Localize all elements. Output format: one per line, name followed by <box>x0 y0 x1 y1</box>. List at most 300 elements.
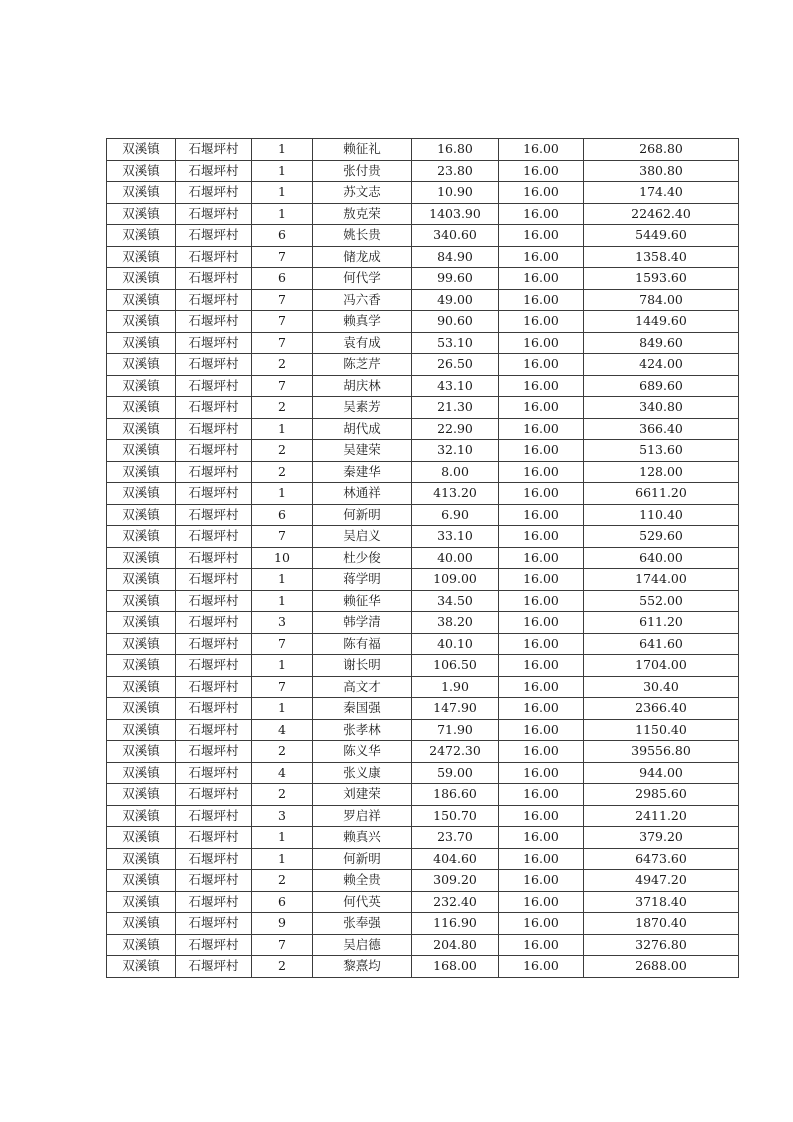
cell-group-number: 1 <box>252 160 313 182</box>
table-row <box>107 827 739 849</box>
cell-group-number: 6 <box>252 504 313 526</box>
cell-quantity: 204.80 <box>412 934 499 956</box>
cell-quantity: 106.50 <box>412 655 499 677</box>
table-row <box>107 526 739 548</box>
cell-village: 石堰坪村 <box>176 913 252 935</box>
cell-village: 石堰坪村 <box>176 311 252 333</box>
cell-person-name: 姚长贵 <box>313 225 412 247</box>
cell-quantity: 23.70 <box>412 827 499 849</box>
cell-rate: 16.00 <box>499 698 584 720</box>
cell-total: 2411.20 <box>584 805 739 827</box>
table-row <box>107 311 739 333</box>
cell-rate: 16.00 <box>499 268 584 290</box>
cell-rate: 16.00 <box>499 182 584 204</box>
cell-quantity: 40.00 <box>412 547 499 569</box>
cell-quantity: 43.10 <box>412 375 499 397</box>
cell-total: 944.00 <box>584 762 739 784</box>
cell-town: 双溪镇 <box>107 139 176 161</box>
cell-total: 1870.40 <box>584 913 739 935</box>
table-row <box>107 569 739 591</box>
cell-person-name: 张奉强 <box>313 913 412 935</box>
cell-rate: 16.00 <box>499 547 584 569</box>
cell-rate: 16.00 <box>499 203 584 225</box>
cell-village: 石堰坪村 <box>176 268 252 290</box>
table-row <box>107 354 739 376</box>
cell-quantity: 2472.30 <box>412 741 499 763</box>
cell-rate: 16.00 <box>499 139 584 161</box>
cell-quantity: 168.00 <box>412 956 499 978</box>
cell-total: 1704.00 <box>584 655 739 677</box>
cell-rate: 16.00 <box>499 719 584 741</box>
cell-town: 双溪镇 <box>107 719 176 741</box>
cell-quantity: 40.10 <box>412 633 499 655</box>
cell-quantity: 16.80 <box>412 139 499 161</box>
table-row <box>107 676 739 698</box>
table-row <box>107 182 739 204</box>
table-row <box>107 870 739 892</box>
cell-total: 39556.80 <box>584 741 739 763</box>
cell-person-name: 何新明 <box>313 504 412 526</box>
cell-total: 380.80 <box>584 160 739 182</box>
cell-quantity: 32.10 <box>412 440 499 462</box>
cell-quantity: 90.60 <box>412 311 499 333</box>
cell-quantity: 116.90 <box>412 913 499 935</box>
table-row <box>107 160 739 182</box>
cell-person-name: 张孝林 <box>313 719 412 741</box>
cell-rate: 16.00 <box>499 461 584 483</box>
cell-person-name: 杜少俊 <box>313 547 412 569</box>
cell-group-number: 7 <box>252 311 313 333</box>
cell-total: 513.60 <box>584 440 739 462</box>
cell-town: 双溪镇 <box>107 827 176 849</box>
cell-rate: 16.00 <box>499 913 584 935</box>
cell-quantity: 1403.90 <box>412 203 499 225</box>
cell-quantity: 8.00 <box>412 461 499 483</box>
cell-rate: 16.00 <box>499 612 584 634</box>
cell-group-number: 2 <box>252 440 313 462</box>
cell-quantity: 71.90 <box>412 719 499 741</box>
cell-village: 石堰坪村 <box>176 418 252 440</box>
cell-person-name: 罗启祥 <box>313 805 412 827</box>
table-row <box>107 784 739 806</box>
table-row <box>107 139 739 161</box>
cell-quantity: 26.50 <box>412 354 499 376</box>
cell-town: 双溪镇 <box>107 676 176 698</box>
cell-person-name: 陈义华 <box>313 741 412 763</box>
cell-village: 石堰坪村 <box>176 698 252 720</box>
cell-town: 双溪镇 <box>107 246 176 268</box>
cell-quantity: 340.60 <box>412 225 499 247</box>
cell-town: 双溪镇 <box>107 418 176 440</box>
cell-total: 2366.40 <box>584 698 739 720</box>
cell-person-name: 蒋学明 <box>313 569 412 591</box>
cell-group-number: 7 <box>252 289 313 311</box>
cell-group-number: 1 <box>252 827 313 849</box>
cell-village: 石堰坪村 <box>176 203 252 225</box>
cell-person-name: 秦建华 <box>313 461 412 483</box>
cell-group-number: 2 <box>252 397 313 419</box>
cell-village: 石堰坪村 <box>176 612 252 634</box>
cell-rate: 16.00 <box>499 483 584 505</box>
cell-town: 双溪镇 <box>107 762 176 784</box>
cell-person-name: 吴建荣 <box>313 440 412 462</box>
cell-person-name: 苏文志 <box>313 182 412 204</box>
cell-town: 双溪镇 <box>107 805 176 827</box>
cell-town: 双溪镇 <box>107 354 176 376</box>
table-body <box>107 139 739 978</box>
cell-total: 4947.20 <box>584 870 739 892</box>
cell-rate: 16.00 <box>499 870 584 892</box>
table-row <box>107 483 739 505</box>
cell-rate: 16.00 <box>499 440 584 462</box>
cell-total: 552.00 <box>584 590 739 612</box>
cell-group-number: 1 <box>252 418 313 440</box>
cell-quantity: 49.00 <box>412 289 499 311</box>
cell-total: 6473.60 <box>584 848 739 870</box>
cell-person-name: 冯六香 <box>313 289 412 311</box>
cell-quantity: 413.20 <box>412 483 499 505</box>
cell-group-number: 2 <box>252 354 313 376</box>
cell-village: 石堰坪村 <box>176 891 252 913</box>
cell-town: 双溪镇 <box>107 956 176 978</box>
cell-rate: 16.00 <box>499 311 584 333</box>
cell-total: 641.60 <box>584 633 739 655</box>
cell-village: 石堰坪村 <box>176 569 252 591</box>
cell-total: 6611.20 <box>584 483 739 505</box>
table-row <box>107 397 739 419</box>
cell-quantity: 22.90 <box>412 418 499 440</box>
cell-rate: 16.00 <box>499 805 584 827</box>
cell-village: 石堰坪村 <box>176 633 252 655</box>
cell-group-number: 3 <box>252 805 313 827</box>
cell-person-name: 陈芝芹 <box>313 354 412 376</box>
table-row <box>107 762 739 784</box>
cell-total: 1150.40 <box>584 719 739 741</box>
cell-village: 石堰坪村 <box>176 741 252 763</box>
cell-group-number: 1 <box>252 569 313 591</box>
cell-person-name: 韩学清 <box>313 612 412 634</box>
cell-total: 1449.60 <box>584 311 739 333</box>
cell-total: 529.60 <box>584 526 739 548</box>
cell-town: 双溪镇 <box>107 612 176 634</box>
cell-person-name: 何新明 <box>313 848 412 870</box>
cell-group-number: 2 <box>252 870 313 892</box>
cell-person-name: 胡代成 <box>313 418 412 440</box>
cell-quantity: 309.20 <box>412 870 499 892</box>
cell-group-number: 6 <box>252 225 313 247</box>
cell-village: 石堰坪村 <box>176 225 252 247</box>
table-row <box>107 590 739 612</box>
cell-town: 双溪镇 <box>107 698 176 720</box>
cell-town: 双溪镇 <box>107 483 176 505</box>
cell-group-number: 7 <box>252 332 313 354</box>
cell-total: 110.40 <box>584 504 739 526</box>
cell-group-number: 7 <box>252 676 313 698</box>
table-row <box>107 655 739 677</box>
cell-town: 双溪镇 <box>107 784 176 806</box>
cell-village: 石堰坪村 <box>176 397 252 419</box>
cell-rate: 16.00 <box>499 504 584 526</box>
cell-quantity: 10.90 <box>412 182 499 204</box>
cell-village: 石堰坪村 <box>176 934 252 956</box>
cell-village: 石堰坪村 <box>176 762 252 784</box>
cell-quantity: 404.60 <box>412 848 499 870</box>
cell-town: 双溪镇 <box>107 655 176 677</box>
cell-rate: 16.00 <box>499 762 584 784</box>
table-row <box>107 633 739 655</box>
cell-village: 石堰坪村 <box>176 547 252 569</box>
cell-group-number: 1 <box>252 655 313 677</box>
cell-quantity: 6.90 <box>412 504 499 526</box>
cell-town: 双溪镇 <box>107 633 176 655</box>
cell-person-name: 黎熹均 <box>313 956 412 978</box>
cell-quantity: 186.60 <box>412 784 499 806</box>
cell-group-number: 1 <box>252 182 313 204</box>
cell-village: 石堰坪村 <box>176 870 252 892</box>
cell-person-name: 袁有成 <box>313 332 412 354</box>
cell-group-number: 7 <box>252 633 313 655</box>
cell-quantity: 23.80 <box>412 160 499 182</box>
cell-group-number: 2 <box>252 461 313 483</box>
cell-person-name: 何代英 <box>313 891 412 913</box>
cell-village: 石堰坪村 <box>176 784 252 806</box>
cell-village: 石堰坪村 <box>176 827 252 849</box>
cell-total: 1744.00 <box>584 569 739 591</box>
cell-person-name: 张付贵 <box>313 160 412 182</box>
cell-total: 1358.40 <box>584 246 739 268</box>
table-row <box>107 203 739 225</box>
cell-town: 双溪镇 <box>107 268 176 290</box>
cell-rate: 16.00 <box>499 741 584 763</box>
cell-village: 石堰坪村 <box>176 676 252 698</box>
cell-town: 双溪镇 <box>107 225 176 247</box>
cell-group-number: 2 <box>252 741 313 763</box>
cell-group-number: 1 <box>252 139 313 161</box>
cell-rate: 16.00 <box>499 891 584 913</box>
cell-total: 3718.40 <box>584 891 739 913</box>
cell-town: 双溪镇 <box>107 182 176 204</box>
cell-town: 双溪镇 <box>107 547 176 569</box>
cell-rate: 16.00 <box>499 676 584 698</box>
table-row <box>107 461 739 483</box>
cell-total: 366.40 <box>584 418 739 440</box>
cell-group-number: 2 <box>252 956 313 978</box>
cell-village: 石堰坪村 <box>176 289 252 311</box>
cell-person-name: 储龙成 <box>313 246 412 268</box>
cell-village: 石堰坪村 <box>176 655 252 677</box>
cell-quantity: 53.10 <box>412 332 499 354</box>
cell-village: 石堰坪村 <box>176 590 252 612</box>
cell-quantity: 109.00 <box>412 569 499 591</box>
cell-person-name: 赖真兴 <box>313 827 412 849</box>
cell-total: 174.40 <box>584 182 739 204</box>
cell-town: 双溪镇 <box>107 870 176 892</box>
cell-person-name: 张义康 <box>313 762 412 784</box>
cell-village: 石堰坪村 <box>176 332 252 354</box>
cell-rate: 16.00 <box>499 956 584 978</box>
cell-town: 双溪镇 <box>107 504 176 526</box>
cell-rate: 16.00 <box>499 160 584 182</box>
cell-person-name: 秦国强 <box>313 698 412 720</box>
cell-quantity: 33.10 <box>412 526 499 548</box>
cell-group-number: 1 <box>252 483 313 505</box>
cell-rate: 16.00 <box>499 655 584 677</box>
table-row <box>107 225 739 247</box>
cell-person-name: 赖全贵 <box>313 870 412 892</box>
cell-town: 双溪镇 <box>107 461 176 483</box>
table-row <box>107 268 739 290</box>
table-row <box>107 375 739 397</box>
cell-quantity: 38.20 <box>412 612 499 634</box>
cell-rate: 16.00 <box>499 332 584 354</box>
cell-person-name: 赖真学 <box>313 311 412 333</box>
cell-person-name: 高文才 <box>313 676 412 698</box>
cell-rate: 16.00 <box>499 848 584 870</box>
cell-town: 双溪镇 <box>107 526 176 548</box>
cell-total: 784.00 <box>584 289 739 311</box>
table-row <box>107 891 739 913</box>
table-row <box>107 289 739 311</box>
cell-village: 石堰坪村 <box>176 440 252 462</box>
table-row <box>107 504 739 526</box>
cell-person-name: 吴启德 <box>313 934 412 956</box>
cell-total: 611.20 <box>584 612 739 634</box>
cell-village: 石堰坪村 <box>176 461 252 483</box>
cell-group-number: 4 <box>252 719 313 741</box>
cell-quantity: 84.90 <box>412 246 499 268</box>
table-row <box>107 741 739 763</box>
cell-total: 689.60 <box>584 375 739 397</box>
cell-rate: 16.00 <box>499 633 584 655</box>
cell-total: 640.00 <box>584 547 739 569</box>
cell-quantity: 21.30 <box>412 397 499 419</box>
cell-village: 石堰坪村 <box>176 483 252 505</box>
cell-village: 石堰坪村 <box>176 848 252 870</box>
cell-group-number: 7 <box>252 526 313 548</box>
cell-person-name: 陈有福 <box>313 633 412 655</box>
cell-total: 22462.40 <box>584 203 739 225</box>
cell-total: 2688.00 <box>584 956 739 978</box>
cell-town: 双溪镇 <box>107 891 176 913</box>
cell-quantity: 59.00 <box>412 762 499 784</box>
cell-town: 双溪镇 <box>107 590 176 612</box>
cell-village: 石堰坪村 <box>176 182 252 204</box>
cell-group-number: 6 <box>252 891 313 913</box>
table-row <box>107 246 739 268</box>
cell-town: 双溪镇 <box>107 440 176 462</box>
cell-rate: 16.00 <box>499 569 584 591</box>
cell-total: 1593.60 <box>584 268 739 290</box>
cell-group-number: 1 <box>252 590 313 612</box>
cell-rate: 16.00 <box>499 225 584 247</box>
table-row <box>107 719 739 741</box>
cell-total: 5449.60 <box>584 225 739 247</box>
cell-village: 石堰坪村 <box>176 956 252 978</box>
table-row <box>107 913 739 935</box>
cell-village: 石堰坪村 <box>176 354 252 376</box>
cell-person-name: 吴启义 <box>313 526 412 548</box>
cell-town: 双溪镇 <box>107 397 176 419</box>
cell-town: 双溪镇 <box>107 848 176 870</box>
cell-town: 双溪镇 <box>107 741 176 763</box>
table-row <box>107 698 739 720</box>
cell-town: 双溪镇 <box>107 934 176 956</box>
cell-group-number: 1 <box>252 698 313 720</box>
cell-person-name: 吴素芳 <box>313 397 412 419</box>
cell-person-name: 林通祥 <box>313 483 412 505</box>
cell-total: 849.60 <box>584 332 739 354</box>
cell-quantity: 147.90 <box>412 698 499 720</box>
cell-village: 石堰坪村 <box>176 719 252 741</box>
cell-total: 128.00 <box>584 461 739 483</box>
cell-person-name: 何代学 <box>313 268 412 290</box>
table-row <box>107 332 739 354</box>
table-row <box>107 418 739 440</box>
table-row <box>107 848 739 870</box>
cell-town: 双溪镇 <box>107 289 176 311</box>
table-row <box>107 805 739 827</box>
cell-village: 石堰坪村 <box>176 375 252 397</box>
cell-total: 424.00 <box>584 354 739 376</box>
cell-rate: 16.00 <box>499 397 584 419</box>
cell-person-name: 刘建荣 <box>313 784 412 806</box>
cell-town: 双溪镇 <box>107 569 176 591</box>
table-row <box>107 934 739 956</box>
cell-group-number: 3 <box>252 612 313 634</box>
cell-rate: 16.00 <box>499 418 584 440</box>
cell-town: 双溪镇 <box>107 203 176 225</box>
cell-village: 石堰坪村 <box>176 504 252 526</box>
payment-table <box>106 138 739 978</box>
cell-total: 30.40 <box>584 676 739 698</box>
cell-person-name: 谢长明 <box>313 655 412 677</box>
cell-rate: 16.00 <box>499 526 584 548</box>
cell-total: 379.20 <box>584 827 739 849</box>
cell-group-number: 7 <box>252 246 313 268</box>
cell-village: 石堰坪村 <box>176 526 252 548</box>
cell-quantity: 34.50 <box>412 590 499 612</box>
cell-quantity: 150.70 <box>412 805 499 827</box>
cell-total: 3276.80 <box>584 934 739 956</box>
cell-group-number: 7 <box>252 375 313 397</box>
cell-group-number: 1 <box>252 203 313 225</box>
cell-town: 双溪镇 <box>107 375 176 397</box>
cell-quantity: 99.60 <box>412 268 499 290</box>
table-row <box>107 440 739 462</box>
cell-town: 双溪镇 <box>107 913 176 935</box>
cell-quantity: 232.40 <box>412 891 499 913</box>
table-row <box>107 612 739 634</box>
cell-rate: 16.00 <box>499 934 584 956</box>
cell-rate: 16.00 <box>499 784 584 806</box>
cell-total: 2985.60 <box>584 784 739 806</box>
cell-town: 双溪镇 <box>107 311 176 333</box>
cell-rate: 16.00 <box>499 375 584 397</box>
cell-village: 石堰坪村 <box>176 139 252 161</box>
cell-village: 石堰坪村 <box>176 805 252 827</box>
cell-rate: 16.00 <box>499 289 584 311</box>
cell-rate: 16.00 <box>499 354 584 376</box>
cell-group-number: 4 <box>252 762 313 784</box>
cell-group-number: 9 <box>252 913 313 935</box>
cell-group-number: 7 <box>252 934 313 956</box>
cell-village: 石堰坪村 <box>176 246 252 268</box>
cell-rate: 16.00 <box>499 246 584 268</box>
cell-person-name: 敖克荣 <box>313 203 412 225</box>
cell-village: 石堰坪村 <box>176 160 252 182</box>
cell-town: 双溪镇 <box>107 160 176 182</box>
cell-town: 双溪镇 <box>107 332 176 354</box>
